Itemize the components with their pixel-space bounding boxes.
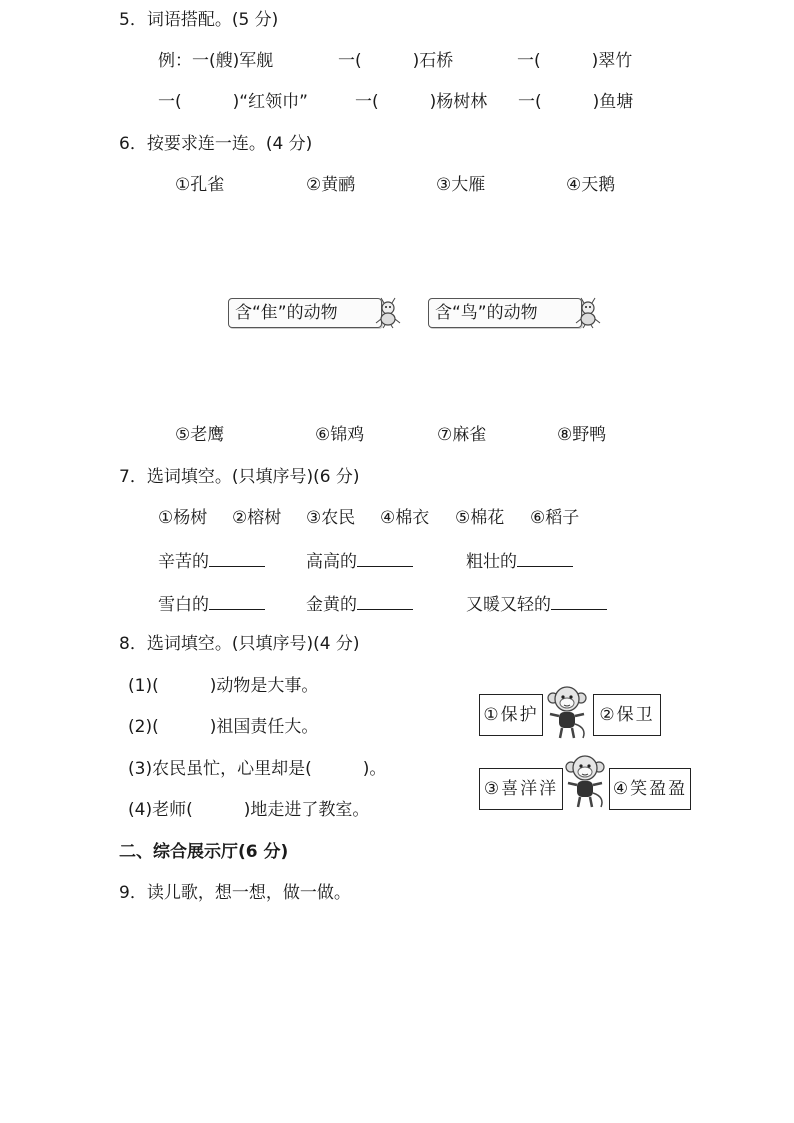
q8-item: (4)老师( )地走进了教室。 [128,800,370,820]
q8-item: (1)( )动物是大事。 [128,676,319,696]
q5-item: 一( )鱼塘 [518,92,634,112]
q6-bottom-item: ⑥锦鸡 [315,425,365,445]
monkey-icon [563,753,607,811]
bug-icon [575,297,601,329]
q7-option: ③农民 [306,508,356,528]
q7-option: ②榕树 [232,508,282,528]
answer-blank[interactable] [551,595,607,610]
monkey-icon [545,684,589,742]
bug-icon [375,297,401,329]
q7-option: ⑥稻子 [530,508,580,528]
sign-label: 含“隹”的动物 [235,303,338,323]
answer-blank[interactable] [357,552,413,567]
q7-blank-item: 又暖又轻的 [466,595,607,614]
q8-item: (3)农民虽忙，心里却是( )。 [128,759,387,779]
section-2-title: 二、综合展示厅(6 分) [119,842,289,862]
sign-niao-animals [428,298,582,328]
q5-title: 5．词语搭配。(5 分) [119,10,279,30]
sign-zhui-animals [228,298,382,328]
sign-label: 含“鸟”的动物 [435,303,538,323]
q7-option: ⑤棉花 [455,508,505,528]
q7-option: ④棉衣 [380,508,430,528]
q6-bottom-item: ⑦麻雀 [437,425,487,445]
q5-item: 一( )杨树林 [355,92,488,112]
q6-bottom-item: ⑤老鹰 [175,425,225,445]
q5-example: 例：一(艘)军舰 [158,51,274,71]
word-box: ④笑盈盈 [609,768,691,810]
q8-item: (2)( )祖国责任大。 [128,717,319,737]
q7-blank-item: 雪白的 [158,595,265,614]
answer-blank[interactable] [357,595,413,610]
q7-blank-item: 金黄的 [306,595,413,614]
q5-item: 一( )石桥 [338,51,454,71]
answer-blank[interactable] [209,595,265,610]
q6-top-item: ④天鹅 [566,175,616,195]
q7-blank-item: 高高的 [306,552,413,571]
q5-item: 一( )翠竹 [517,51,633,71]
answer-blank[interactable] [517,552,573,567]
q9-title: 9．读儿歌，想一想，做一做。 [119,883,351,903]
q7-option: ①杨树 [158,508,208,528]
word-box: ②保卫 [593,694,661,736]
q7-blank-item: 辛苦的 [158,552,265,571]
q5-item: 一( )“红领巾” [158,92,308,112]
q6-title: 6．按要求连一连。(4 分) [119,134,313,154]
q6-top-item: ②黄鹂 [306,175,356,195]
q6-top-item: ①孔雀 [175,175,225,195]
word-box: ①保护 [479,694,543,736]
q6-top-item: ③大雁 [436,175,486,195]
q7-blank-item: 粗壮的 [466,552,573,571]
answer-blank[interactable] [209,552,265,567]
q8-title: 8．选词填空。(只填序号)(4 分) [119,634,360,654]
q7-title: 7．选词填空。(只填序号)(6 分) [119,467,360,487]
q6-bottom-item: ⑧野鸭 [557,425,607,445]
word-box: ③喜洋洋 [479,768,563,810]
